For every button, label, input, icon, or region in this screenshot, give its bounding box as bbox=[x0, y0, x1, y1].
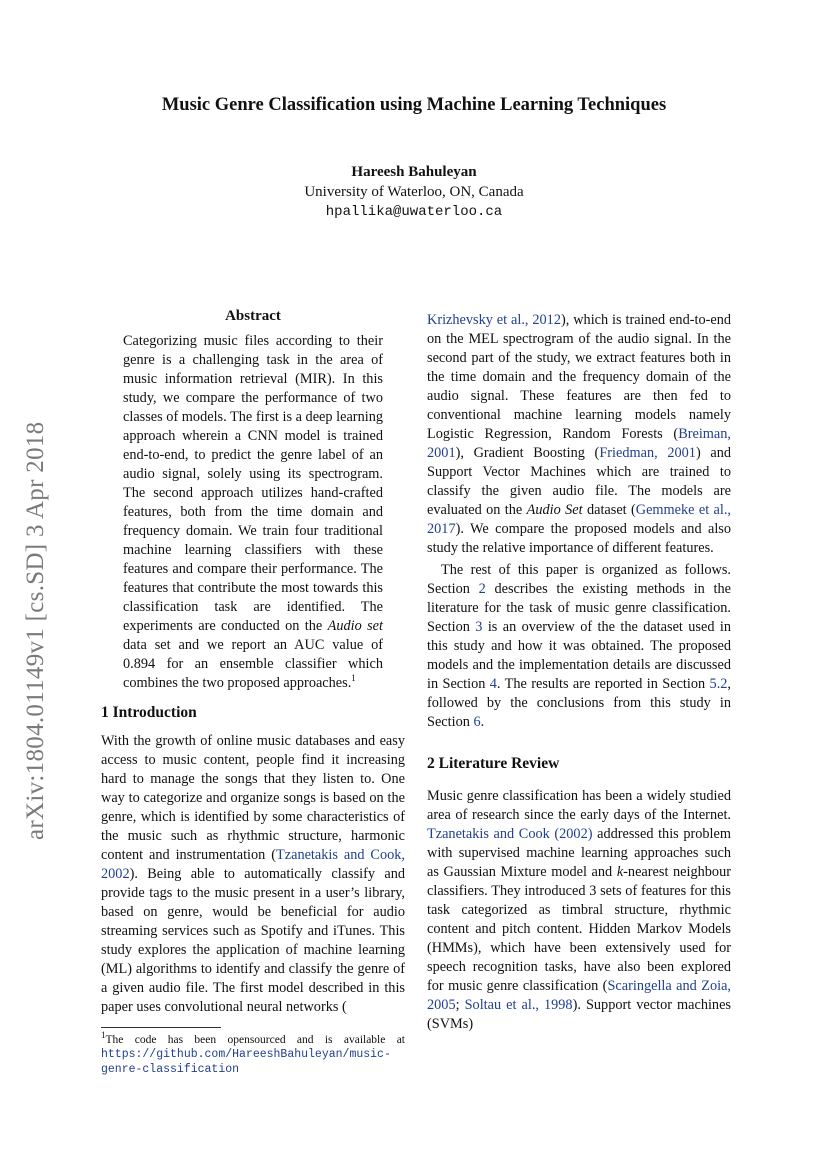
paper-title: Music Genre Classification using Machine Learning Techniques bbox=[161, 95, 667, 115]
footnote-marker[interactable]: 1 bbox=[351, 673, 356, 684]
author-name: Hareesh Bahuleyan bbox=[351, 164, 477, 180]
section-ref-link[interactable]: 6 bbox=[473, 714, 481, 730]
intro-paragraph-1-cont: Krizhevsky et al., 2012), which is trained end-to-end on the MEL spectrogram of the audio signal. In the second part of the study, we extract features both in the time domain and the frequency domain of the audio signal. These features are then fed to conventional machine learning models namely Logistic Regression, Random Forests (Breiman, 2001), Gradient Boosting (Friedman, 2001) and Support Vector Machines which are trained to classify the given audio file. The models are evaluated on the Audio Set dataset (Gemmeke et al., 2017). We compare the proposed models and also study the relative importance of different features. bbox=[427, 312, 732, 556]
lit-paragraph-1: Music genre classification has been a widely studied area of research since the early days of the Internet. Tzanetakis and Cook (2002) addressed this problem with supervised machine learning approaches such as Gaussian Mixture model and k-nearest neighbour classifiers. They introduced 3 sets of features for this task categorized as timbral structure, rhythmic content and pitch content. Hidden Markov Models (HMMs), which have been extensively used for speech recognition tasks, have also been explored for music genre classification (Scaringella and Zoia, 2005; Soltau et al., 1998). Support vector machines (SVMs) bbox=[427, 788, 731, 1032]
citation-link[interactable]: Soltau et al., 1998 bbox=[464, 997, 573, 1013]
citation-link[interactable]: Tzanetakis and Cook, 2002 bbox=[101, 847, 405, 882]
section-ref-link[interactable]: 5.2 bbox=[709, 676, 728, 692]
right-column bbox=[427, 311, 731, 1034]
section-ref-link[interactable]: 4 bbox=[489, 676, 497, 692]
footnote-divider bbox=[101, 1027, 221, 1028]
footnote: $^1$The code has been opensourced and is available at https://github.com/HareeshBahuleyan/music-genre-classification bbox=[101, 1030, 405, 1076]
section-heading-literature-review: 2 Literature Review bbox=[427, 755, 560, 772]
section-ref-link[interactable]: 2 bbox=[478, 581, 486, 597]
citation-link[interactable]: Krizhevsky et al., 2012 bbox=[427, 312, 561, 328]
author-block bbox=[0, 162, 828, 222]
citation-link[interactable]: Breiman, 2001 bbox=[427, 426, 731, 461]
intro-paragraph-2: The rest of this paper is organized as follows. Section 2 describes the existing methods in the literature for the task of music genre classification. Section 3 is an overview of the the dataset used in this study and how it was obtained. The proposed models and the implementation details are discussed in Section 4. The results are reported in Section 5.2, followed by the conclusions from this study in Section 6. bbox=[427, 562, 731, 730]
citation-link[interactable]: Scaringella and Zoia, 2005 bbox=[427, 978, 731, 1013]
footnote-url-link[interactable]: https://github.com/HareeshBahuleyan/music-genre-classification bbox=[101, 1048, 391, 1076]
abstract-body: Categorizing music files according to their genre is a challenging task in the area of music information retrieval (MIR). In this study, we compare the performance of two classes of models. The first is a deep learning approach wherein a CNN model is trained end-to-end, to predict the genre label of an audio signal, solely using its spectrogram. The second approach utilizes hand-crafted features, both from the time domain and frequency domain. We train four traditional machine learning classifiers with these features and compare their performance. The features that contribute the most towards this classification task are identified. The experiments are conducted on the Audio set data set and we report an AUC value of 0.894 for an ensemble classifier which combines the two proposed approaches.$^1$ bbox=[123, 333, 383, 691]
left-column bbox=[101, 307, 405, 1077]
section-ref-link[interactable]: 3 bbox=[475, 619, 483, 635]
citation-link[interactable]: Friedman, 2001 bbox=[599, 445, 696, 461]
arxiv-stamp: arXiv:1804.01149v1 [cs.SD] 3 Apr 2018 bbox=[22, 421, 49, 840]
citation-link[interactable]: Gemmeke et al., 2017 bbox=[427, 502, 732, 537]
citation-link[interactable]: Tzanetakis and Cook (2002) bbox=[427, 826, 593, 842]
author-email[interactable]: hpallika@uwaterloo.ca bbox=[325, 204, 503, 220]
intro-paragraph-1: With the growth of online music databases and easy access to music content, people find it increasing hard to manage the songs that they listen to. One way to categorize and organize songs is based on the genre, which is identified by some characteristics of the music such as rhythmic structure, harmonic content and instrumentation (Tzanetakis and Cook, 2002). Being able to automatically classify and provide tags to the music present in a user’s library, based on genre, would be beneficial for audio streaming services such as Spotify and iTunes. This study explores the application of machine learning (ML) algorithms to identify and classify the genre of a given audio file. The first model described in this paper uses convolutional neural networks ( bbox=[101, 733, 405, 1015]
section-heading-introduction: 1 Introduction bbox=[101, 704, 197, 721]
abstract-heading: Abstract bbox=[225, 308, 281, 324]
author-affiliation: University of Waterloo, ON, Canada bbox=[304, 184, 524, 200]
